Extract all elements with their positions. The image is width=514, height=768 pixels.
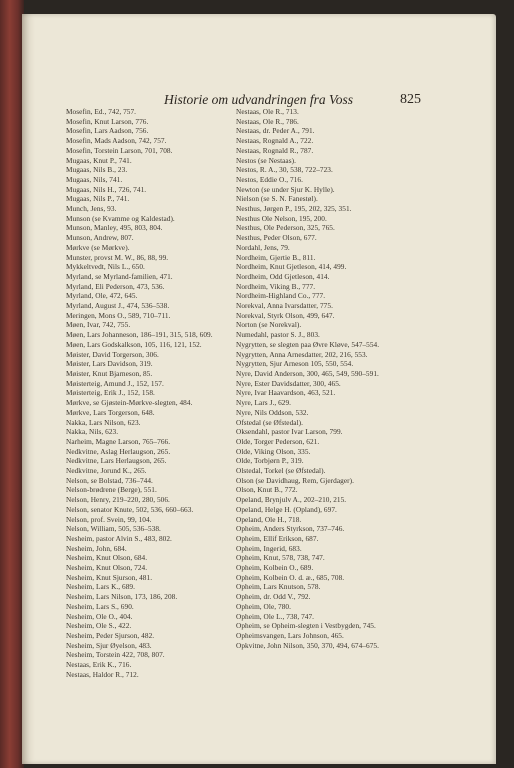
index-entry: Opheim, dr. Odd V., 792. — [236, 592, 311, 602]
index-entry: Nakka, Lars Nilson, 623. — [66, 417, 141, 427]
index-entry: Mosefin, Ed., 742, 757. — [66, 107, 137, 116]
index-entry: Newton (se under Sjur K. Hylle). — [236, 184, 335, 194]
index-entry: Norton (se Norekval). — [236, 320, 302, 330]
index-entry: Møister, Knut Bjarneson, 85. — [66, 368, 153, 378]
index-entry: Opheim, se Opheim-slegten i Vestbygden, 745. — [236, 621, 376, 631]
index-entry: Opheim, Kolbein O. d. æ., 685, 708. — [236, 572, 345, 582]
index-entry: Opheimsvangen, Lars Johnson, 465. — [236, 630, 344, 640]
index-entry: Nesheim, Lars S., 690. — [66, 601, 134, 611]
index-entry: Opeland, Helge H. (Opland), 697. — [236, 504, 337, 514]
index-entry: Opeland, Brynjulv A., 202–210, 215. — [236, 495, 347, 505]
index-entry: Nyre, Ivar Haavardson, 463, 521. — [236, 388, 336, 398]
index-entry: Møen, Lars Godskalkson, 105, 116, 121, 152. — [66, 339, 202, 349]
index-entry: Olson, Knut B., 772. — [236, 485, 298, 495]
index-entry: Nyre, Lars J., 629. — [236, 398, 292, 408]
index-entry: Olde, Viking Olson, 335. — [236, 446, 311, 456]
index-entry: Mosefin, Torstein Larson, 701, 708. — [66, 145, 173, 155]
index-entry: Nygrytten, Anna Arnesdatter, 202, 216, 553. — [236, 349, 368, 359]
index-entry: Nelson, prof. Svein, 99, 104. — [66, 514, 152, 524]
index-entry: Mosefin, Knut Larson, 776. — [66, 116, 149, 126]
index-entry: Nestaas, Ole R., 786. — [236, 116, 299, 126]
index-entry: Mørkve, se Gjøstein-Mørkve-slegten, 484. — [66, 398, 193, 408]
index-entry: Mørkve, Lars Torgerson, 648. — [66, 407, 155, 417]
index-entry: Munson (se Kvamme og Kaldestad). — [66, 213, 175, 223]
index-entry: Mugaas, Knut P., 741. — [66, 155, 132, 165]
index-entry: Munster, provst M. W., 86, 88, 99. — [66, 252, 169, 262]
index-entry: Oksendahl, pastor Ivar Larson, 799. — [236, 427, 343, 437]
index-entry: Nestos (se Nestaas). — [236, 155, 296, 165]
index-entry: Nesheim, Lars K., 689. — [66, 582, 135, 592]
index-entry: Nordheim, Gjertie B., 811. — [236, 252, 316, 262]
index-entry: Mosefin, Lars Aadson, 756. — [66, 126, 149, 136]
index-entry: Nelson, se Bolstad, 736–744. — [66, 475, 153, 485]
index-entry: Olstedal, Torkel (se Øfstedal). — [236, 466, 326, 476]
index-entry: Nesheim, Sjur Øyelson, 483. — [66, 640, 152, 650]
index-entry: Myrland, August J., 474, 536–538. — [66, 301, 170, 311]
index-entry: Opheim, Ellif Erikson, 687. — [236, 533, 319, 543]
index-entry: Munch, Jens, 93. — [66, 204, 117, 214]
running-title: Historie om udvandringen fra Voss — [164, 92, 353, 107]
index-entry: Møen, Lars Johanneson, 186–191, 315, 518, 609. — [66, 330, 213, 340]
index-entry: Nedkvitne, Lars Herlaugson, 265. — [66, 456, 167, 466]
index-entry: Mosefin, Mads Aadson, 742, 757. — [66, 136, 167, 146]
index-entry: Nesheim, pastor Alvin S., 483, 802. — [66, 533, 172, 543]
index-entry: Mykkeltvedt, Nils L., 650. — [66, 262, 145, 272]
index-entry: Nedkvitne, Aslag Herlaugson, 265. — [66, 446, 171, 456]
index-entry: Olde, Torger Pederson, 621. — [236, 436, 320, 446]
index-entry: Nesheim, Ole O., 404. — [66, 611, 133, 621]
page-number: 825 — [400, 92, 421, 107]
index-entry: Nesheim, Knut Sjurson, 481. — [66, 572, 153, 582]
index-entry: Møister, Lars Davidson, 319. — [66, 359, 153, 369]
index-entry: Nesthus Ole Nelson, 195, 200. — [236, 213, 327, 223]
index-entry: Nyre, David Anderson, 300, 465, 549, 590–591. — [236, 368, 379, 378]
index-entry: Nestaas, Rognald A., 722. — [236, 136, 314, 146]
index-entry: Møen, Ivar, 742, 755. — [66, 320, 131, 330]
index-entry: Meringen, Mons O., 589, 710–711. — [66, 310, 171, 320]
index-entry: Opheim, Ole, 780. — [236, 601, 291, 611]
index-entry: Olson (se Davidhaug, Rem, Gjerdager). — [236, 475, 354, 485]
index-entry: Nyre, Ester Davidsdatter, 300, 465. — [236, 378, 341, 388]
index-entry: Nordheim-Highland Co., 777. — [236, 291, 326, 301]
index-entry: Nielson (se S. N. Fanestøl). — [236, 194, 318, 204]
index-entry: Nordheim, Viking B., 777. — [236, 281, 316, 291]
index-column-left — [66, 107, 236, 679]
index-entry: Nestos, R. A., 30, 538, 722–723. — [236, 165, 333, 175]
index-entry: Nesheim, Lars Nilson, 173, 186, 208. — [66, 592, 178, 602]
index-entry: Opheim, Lars Knutson, 578. — [236, 582, 321, 592]
index-entry: Møisterteig, Amund J., 152, 157. — [66, 378, 164, 388]
index-entry: Mugaas, Nils B., 23. — [66, 165, 128, 175]
index-entry: Nesthus, Jørgen P., 195, 202, 325, 351. — [236, 204, 352, 214]
index-entry: Mugaas, Nils P., 741. — [66, 194, 130, 204]
index-entry: Nordheim, Knut Gjetleson, 414, 499. — [236, 262, 347, 272]
index-entry: Nestos, Eddie O., 716. — [236, 174, 303, 184]
index-entry: Olde, Torbjørn P., 319. — [236, 456, 304, 466]
index-entry: Nestaas, Erik K., 716. — [66, 660, 132, 670]
index-entry: Nestaas, dr. Peder A., 791. — [236, 126, 315, 136]
index-entry: Nedkvitne, Jorund K., 265. — [66, 466, 147, 476]
index-entry: Nesthus, Peder Olson, 677. — [236, 233, 317, 243]
index-entry: Nesthus, Ole Pederson, 325, 765. — [236, 223, 335, 233]
index-entry: Nygrytten, se slegten paa Øvre Kløve, 547–554. — [236, 339, 380, 349]
index-entry: Nordheim, Odd Gjetleson, 414. — [236, 271, 330, 281]
index-entry: Nesheim, Knut Olson, 684. — [66, 553, 148, 563]
index-entry: Nordahl, Jens, 79. — [236, 242, 290, 252]
index-entry: Nelson, Henry, 219–220, 280, 506. — [66, 495, 170, 505]
index-entry: Nestaas, Haldor R., 712. — [66, 669, 139, 679]
index-entry: Nelson, senator Knute, 502, 536, 660–663. — [66, 504, 194, 514]
index-entry: Munson, Andrew, 807. — [66, 233, 134, 243]
index-entry: Opheim, Kolbein O., 689. — [236, 563, 314, 573]
index-entry: Nestaas, Rognald R., 787. — [236, 145, 314, 155]
index-entry: Mørkve (se Mørkve). — [66, 242, 130, 252]
index-entry: Nelson-brødrene (Berge), 551. — [66, 485, 157, 495]
index-entry: Nesheim, John, 684. — [66, 543, 127, 553]
index-entry: Myrland, Ole, 472, 645. — [66, 291, 138, 301]
index-entry: Nyre, Nils Oddson, 532. — [236, 407, 309, 417]
index-entry: Norekval, Anna Ivarsdatter, 775. — [236, 301, 333, 311]
index-entry: Nesheim, Peder Sjurson, 482. — [66, 630, 155, 640]
index-entry: Møister, David Torgerson, 306. — [66, 349, 159, 359]
index-entry: Mugaas, Nils H., 726, 741. — [66, 184, 147, 194]
index-entry: Myrland, se Myrland-familien, 471. — [66, 271, 173, 281]
index-entry: Opeland, Ole H., 718. — [236, 514, 302, 524]
index-entry: Nesheim, Torstein 422, 708, 807. — [66, 650, 165, 660]
index-entry: Nesheim, Ole S., 422. — [66, 621, 132, 631]
index-entry: Narheim, Magne Larson, 765–766. — [66, 436, 171, 446]
index-entry: Opheim, Anders Styrkson, 737–746. — [236, 524, 345, 534]
index-entry: Norekval, Styrk Olson, 499, 647. — [236, 310, 335, 320]
index-entry: Nygrytten, Sjur Arneson 105, 550, 554. — [236, 359, 354, 369]
index-entry: Opkvitne, John Nilson, 350, 370, 494, 674–675. — [236, 640, 379, 650]
index-entry: Møisterteig, Erik J., 152, 158. — [66, 388, 155, 398]
book-binding — [0, 0, 24, 768]
index-column-right — [236, 107, 406, 650]
index-entry: Opheim, Ole L., 738, 747. — [236, 611, 315, 621]
index-entry: Nestaas, Ole R., 713. — [236, 107, 299, 116]
index-entry: Myrland, Eli Pederson, 473, 536. — [66, 281, 165, 291]
index-entry: Opheim, Knut, 578, 738, 747. — [236, 553, 325, 563]
index-entry: Mugaas, Nils, 741. — [66, 174, 123, 184]
index-entry: Ofstedal (se Øfstedal). — [236, 417, 303, 427]
index-entry: Numedahl, pastor S. J., 803. — [236, 330, 320, 340]
index-entry: Nakka, Nils, 623. — [66, 427, 119, 437]
index-entry: Opheim, Ingerid, 683. — [236, 543, 302, 553]
index-entry: Nelson, William, 505, 536–538. — [66, 524, 161, 534]
index-entry: Munson, Manley, 495, 803, 804. — [66, 223, 163, 233]
index-entry: Nesheim, Knut Olson, 724. — [66, 563, 148, 573]
